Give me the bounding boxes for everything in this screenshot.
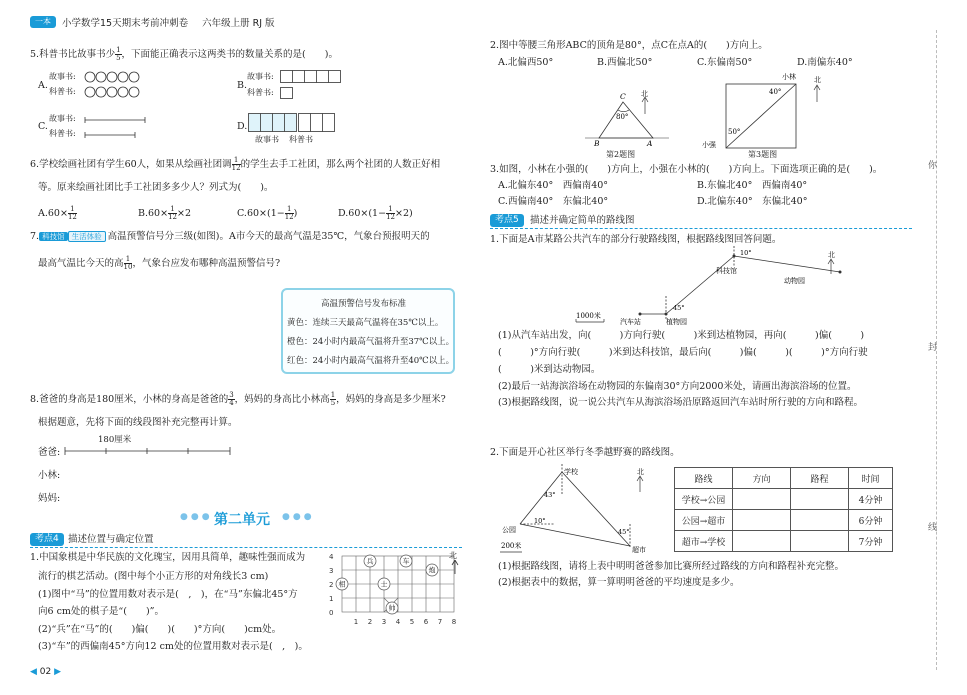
r1-q1-line3: ( )米到达动物园。 — [498, 364, 601, 375]
q2-option-b[interactable]: B.西偏北50° — [597, 57, 653, 68]
q2-option-a[interactable]: A.北偏西50° — [498, 57, 554, 68]
kd4-title: 描述位置与确定位置 — [68, 534, 154, 545]
table-row: 公园→超市 6分钟 — [675, 510, 893, 531]
r1-stem: 1.下面是A市某路公共汽车的部分行驶路线图，根据路线图回答问题。 — [490, 234, 782, 245]
margin-char-xian: 线 — [928, 523, 938, 533]
u1-line1: 1.中国象棋是中华民族的文化瑰宝，因用具简单，趣味性强而成为 — [30, 552, 306, 563]
notice-yellow: 黄色：连续三天最高气温将在35℃以上。 — [287, 318, 444, 328]
q6-line1: 6.学校绘画社团有学生60人，如果从绘画社团调 $\frac{1}{12}$ 的学生去手工社团，那么两个社团的人数正好相 — [30, 156, 441, 172]
unit-title: 第二单元 — [214, 512, 270, 528]
r1-q3: (3)根据路线图，说一说公共汽车从海滨浴场沿原路返回汽车站时所行驶的方向和路程。 — [498, 397, 863, 408]
svg-text:4: 4 — [395, 618, 401, 626]
r2-q2: (2)根据表中的数据，算一算明明爸爸的平均速度是多少。 — [498, 577, 740, 588]
chess-piece-bing: 兵 — [366, 557, 374, 566]
u1-line3: (1)图中“马”的位置用数对表示是( , )，在“马”东偏北45°方 — [38, 589, 298, 600]
chess-piece-pao: 炮 — [428, 566, 436, 575]
svg-text:学校: 学校 — [564, 468, 578, 476]
notice-title: 高温预警信号发布标准 — [321, 299, 407, 309]
svg-text:45°: 45° — [673, 304, 685, 312]
svg-text:10°: 10° — [740, 249, 752, 257]
table-header-direction: 方向 — [733, 468, 791, 489]
page-header — [30, 14, 275, 30]
svg-text:植物园: 植物园 — [666, 318, 687, 326]
q3-figure — [702, 70, 842, 150]
q5-b-boxes — [280, 70, 344, 100]
svg-text:B: B — [594, 139, 600, 146]
u1-line5: (2)“兵”在“马”的( )偏( )( )°方向( )cm处。 — [38, 624, 282, 635]
svg-text:10°: 10° — [534, 517, 546, 525]
svg-text:2: 2 — [367, 618, 373, 626]
r2-race-map — [494, 462, 660, 554]
svg-text:4: 4 — [329, 553, 334, 561]
svg-text:北: 北 — [814, 76, 821, 84]
svg-text:5: 5 — [409, 618, 415, 626]
q8-line2: 根据题意，先将下面的线段图补充完整再计算。 — [38, 417, 238, 428]
q7-badge-sci: 科技馆 — [39, 232, 68, 241]
svg-text:7: 7 — [437, 618, 443, 626]
q8-xiaolin-label: 小林: — [38, 470, 61, 481]
q5-option-c-letter[interactable]: C. — [38, 121, 48, 132]
q8-line1: 8.爸爸的身高是180厘米，小林的身高是爸爸的 $\frac{3}{4}$ ，妈妈的身高比小林高 $\frac{1}{5}$ ，妈妈的身高是多少厘米? — [30, 391, 446, 407]
svg-text:0: 0 — [329, 609, 334, 617]
q6-option-c[interactable]: C.60×(1− $\frac{1}{12}$ ) — [237, 205, 298, 221]
svg-text:北: 北 — [641, 90, 648, 98]
q5-d-story-label: 故事书 — [255, 135, 279, 144]
q5-option-a-letter[interactable]: A. — [38, 80, 48, 91]
svg-text:40°: 40° — [769, 88, 782, 96]
q3-option-c[interactable]: C.西偏南40° 东偏北40° — [498, 196, 609, 207]
svg-text:A: A — [647, 139, 653, 146]
q3-option-b[interactable]: B.东偏北40° 西偏南40° — [697, 180, 808, 191]
q6-line2: 等。原来绘画社团比手工社团多多少人？列式为( )。 — [38, 182, 274, 193]
q5-option-d-letter[interactable]: D. — [237, 121, 248, 132]
svg-text:2: 2 — [329, 581, 334, 589]
margin-char-feng: 封 — [928, 343, 938, 353]
q6-option-a[interactable]: A.60× $\frac{1}{12}$ — [38, 205, 77, 221]
svg-text:3: 3 — [329, 567, 334, 575]
svg-text:小林: 小林 — [782, 73, 796, 81]
svg-text:200米: 200米 — [501, 542, 522, 550]
r2-stem: 2.下面是开心社区举行冬季越野赛的路线图。 — [490, 447, 680, 458]
notice-red: 红色：24小时内最高气温将升至40℃以上。 — [287, 356, 455, 366]
r1-q1-line2: ( )°方向行驶( )米到达科技馆，最后向( )偏( )( )°方向行驶 — [498, 347, 868, 358]
svg-text:50°: 50° — [728, 128, 741, 136]
q5-option-b-letter[interactable]: B. — [237, 80, 248, 91]
kd4-divider — [30, 547, 462, 548]
q5-a-story-label: 故事书: — [49, 72, 76, 81]
q2-stem: 2.图中等腰三角形ABC的顶角是80°，点C在点A的( )方向上。 — [490, 40, 768, 51]
q5-a-sci-label: 科普书: — [49, 87, 76, 96]
kd5-title: 描述并确定简单的路线图 — [530, 215, 635, 226]
page-number: ◀ 02 ▶ — [30, 667, 62, 677]
svg-text:43°: 43° — [544, 491, 556, 499]
table-row: 超市→学校 7分钟 — [675, 531, 893, 552]
chess-piece-shi: 士 — [380, 580, 388, 589]
q5-c-story-label: 故事书: — [49, 114, 76, 123]
grade-label: 六年级上册 RJ 版 — [202, 18, 275, 29]
margin-char-ni: 你 — [928, 161, 938, 171]
q8-dad-label: 爸爸: — [38, 447, 61, 458]
q2-figure-caption: 第2题图 — [606, 150, 636, 159]
q2-option-c[interactable]: C.东偏南50° — [697, 57, 753, 68]
q5-stem: 5.科普书比故事书少 $\frac{1}{5}$ ，下面能正确表示这两类书的数量关系的是( )。 — [30, 46, 338, 62]
svg-text:超市: 超市 — [632, 546, 646, 554]
unit-dots-left: ●●● — [180, 512, 213, 522]
chess-north-label: 北 — [449, 551, 457, 560]
q5-b-sci-label: 科普书: — [247, 88, 274, 97]
q7-line2: 最高气温比今天的高 $\frac{1}{10}$ ，气象台应发布哪种高温预警信号? — [38, 255, 281, 271]
q7-badge-life: 生活体验 — [68, 231, 106, 242]
svg-text:1000米: 1000米 — [576, 312, 601, 320]
q3-figure-caption: 第3题图 — [748, 150, 778, 159]
q7-line1: 7. 科技馆 生活体验 高温预警信号分三级(如图)。A市今天的最高气温是35℃，气象台预报明天的 — [30, 231, 430, 242]
r1-q2: (2)最后一站海滨浴场在动物园的东偏南30°方向2000米处，请画出海滨浴场的位置。 — [498, 381, 857, 392]
svg-text:3: 3 — [381, 618, 387, 626]
svg-text:小强: 小强 — [702, 141, 716, 149]
table-row: 学校→公园 4分钟 — [675, 489, 893, 510]
q5-c-sci-label: 科普书: — [49, 129, 76, 138]
q5-d-bars — [248, 113, 338, 133]
svg-text:1: 1 — [353, 618, 359, 626]
chess-board — [322, 550, 462, 632]
q8-segment-label: 180厘米 — [98, 435, 132, 445]
kd4-badge: 考点4 — [30, 533, 64, 546]
unit-dots-right: ●●● — [282, 512, 315, 522]
q3-option-d[interactable]: D.北偏东40° 东偏北40° — [697, 196, 808, 207]
svg-text:45°: 45° — [618, 528, 630, 536]
u1-line4: 向6 cm处的棋子是“( )”。 — [38, 606, 165, 617]
route-table — [674, 467, 893, 552]
book-title: 小学数学15天期末考前冲刺卷 — [62, 18, 189, 29]
table-header-route: 路线 — [675, 468, 733, 489]
r2-q1: (1)根据路线图，请将上表中明明爸爸参加比赛所经过路线的方向和路程补充完整。 — [498, 561, 844, 572]
chess-piece-xiang: 相 — [338, 580, 346, 589]
q5-a-circles — [84, 70, 164, 100]
u1-line6: (3)“车”的西偏南45°方向12 cm处的位置用数对表示是( , )。 — [38, 641, 308, 652]
q5-d-sci-label: 科普书 — [289, 135, 313, 144]
u1-line2: 流行的棋艺活动。(图中每个小正方形的对角线长3 cm) — [38, 571, 269, 582]
heat-warning-notice — [281, 288, 455, 374]
q5-c-segments — [84, 114, 150, 140]
q2-triangle-figure — [585, 86, 670, 146]
chess-piece-che: 车 — [402, 557, 410, 566]
q5-b-story-label: 故事书: — [247, 72, 274, 81]
notice-orange: 橙色：24小时内最高气温将升至37℃以上。 — [287, 337, 455, 347]
svg-text:科技馆: 科技馆 — [716, 267, 737, 275]
kd5-badge: 考点5 — [490, 214, 524, 227]
q6-option-d[interactable]: D.60×(1− $\frac{1}{12}$ ×2) — [338, 205, 413, 221]
svg-text:北: 北 — [637, 468, 644, 476]
table-header-time: 时间 — [849, 468, 893, 489]
chess-north-arrow-icon — [451, 560, 459, 574]
svg-text:汽车站: 汽车站 — [620, 318, 641, 326]
svg-text:1: 1 — [329, 595, 334, 603]
chess-piece-shuai: 帅 — [388, 604, 396, 613]
svg-text:8: 8 — [451, 618, 457, 626]
svg-text:6: 6 — [423, 618, 429, 626]
q8-dad-segment — [64, 444, 234, 458]
table-header-distance: 路程 — [791, 468, 849, 489]
q3-option-a[interactable]: A.北偏东40° 西偏南40° — [498, 180, 609, 191]
q3-stem: 3.如图，小林在小强的( )方向上，小强在小林的( )方向上。下面选项正确的是( )。 — [490, 164, 883, 175]
q8-mom-label: 妈妈: — [38, 493, 61, 504]
svg-text:80°: 80° — [616, 113, 629, 121]
q2-option-d[interactable]: D.南偏东40° — [797, 57, 853, 68]
kd5-divider — [490, 228, 912, 229]
r1-bus-route-map — [570, 244, 850, 326]
r1-q1-line1: (1)从汽车站出发，向( )方向行驶( )米到达植物园，再向( )偏( ) — [498, 330, 865, 341]
brand-logo: 一本 — [30, 16, 56, 28]
svg-text:北: 北 — [828, 251, 835, 259]
svg-text:C: C — [620, 92, 626, 101]
q6-option-b[interactable]: B.60× $\frac{1}{12}$ ×2 — [138, 205, 191, 221]
svg-text:动物园: 动物园 — [784, 277, 805, 285]
svg-text:公园: 公园 — [502, 526, 516, 534]
